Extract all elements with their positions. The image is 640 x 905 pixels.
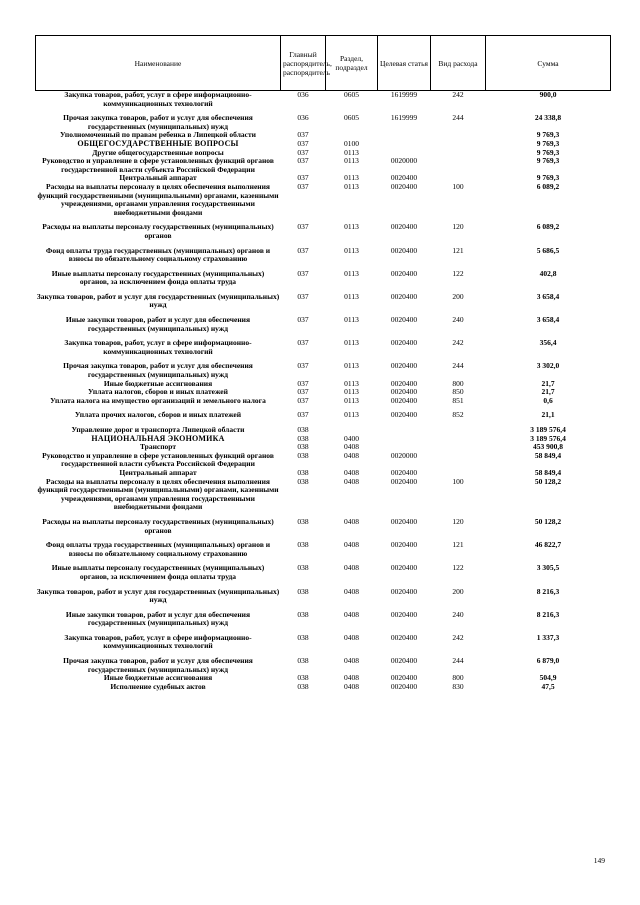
- row-vid: 121: [452, 540, 464, 550]
- header-vid: Вид расхода: [431, 36, 486, 91]
- row-glav: 037: [297, 222, 309, 232]
- row-name: Закупка товаров, работ, услуг в сфере информационно-коммуникационных технологий: [64, 632, 252, 651]
- row-glav: 037: [297, 338, 309, 348]
- row-name: Иные выплаты персоналу государственных (муниципальных) органов, за исключением фонда оплаты труда: [51, 563, 265, 581]
- header-name: Наименование: [36, 36, 281, 91]
- row-razdel: 0408: [344, 656, 359, 666]
- row-name: Уплата налогов, сборов и иных платежей: [88, 387, 228, 397]
- row-razdel: 0400: [344, 433, 359, 443]
- row-glav: 038: [297, 450, 309, 460]
- row-glav: 037: [297, 138, 309, 148]
- row-sum: 47,5: [541, 681, 555, 691]
- row-statya: [378, 435, 431, 444]
- row-sum: 9 769,3: [536, 156, 560, 166]
- row-statya: 0020400: [390, 395, 418, 405]
- header-razdel: Раздел, подраздел: [326, 36, 378, 91]
- row-sum: 21,7: [541, 378, 555, 388]
- row-statya: 0020400: [390, 387, 418, 397]
- row-vid: 244: [452, 361, 464, 371]
- row-statya: 1619999: [390, 113, 418, 123]
- table-row: [36, 287, 611, 310]
- header-glav: Главный распорядитель, распорядитель: [281, 36, 326, 91]
- header-summa: Сумма: [486, 36, 611, 91]
- row-name: Фонд оплаты труда государственных (муниципальных) органов и взносы по обязательному социальному страхованию: [45, 245, 271, 264]
- table-row: [36, 512, 611, 535]
- table-row: [36, 683, 611, 692]
- row-razdel: 0113: [344, 173, 359, 183]
- row-statya: 0020400: [390, 338, 418, 348]
- row-sum: 3 189 576,4: [530, 433, 566, 443]
- page-number: 149: [593, 856, 605, 865]
- row-razdel: 0113: [344, 156, 359, 166]
- row-statya: 0020400: [390, 609, 418, 619]
- table-header-row: [36, 36, 611, 91]
- row-sum: 8 216,3: [536, 586, 560, 596]
- row-name: Иные выплаты персоналу государственных (муниципальных) органов, за исключением фонда оплаты труда: [51, 268, 265, 287]
- row-name: Уплата налога на имущество организаций и земельного налога: [50, 395, 266, 405]
- row-name: Руководство и управление в сфере установленных функций органов государственной власти субъекта Российской Федерации: [42, 156, 274, 174]
- row-vid: 851: [452, 395, 464, 405]
- row-glav: 037: [297, 245, 309, 255]
- row-name: НАЦИОНАЛЬНАЯ ЭКОНОМИКА: [91, 433, 225, 443]
- row-statya: 0020400: [390, 378, 418, 388]
- row-vid: 122: [452, 268, 464, 278]
- row-glav: 037: [297, 130, 309, 140]
- row-vid: 240: [452, 609, 464, 619]
- row-glav: 037: [297, 387, 309, 397]
- row-sum: 3 302,0: [536, 361, 560, 371]
- row-statya: 1619999: [390, 90, 418, 99]
- row-glav: 037: [297, 315, 309, 325]
- row-statya: 0020400: [390, 173, 418, 183]
- row-sum: 50 128,2: [534, 516, 562, 526]
- row-statya: 0020400: [390, 181, 418, 191]
- table-row: [36, 478, 611, 512]
- row-razdel: 0113: [344, 338, 359, 348]
- row-razdel: 0113: [344, 361, 359, 371]
- row-name: Уполномоченный по правам ребенка в Липецкой области: [59, 130, 256, 140]
- row-sum: 356,4: [539, 338, 557, 348]
- row-statya: 0020400: [390, 476, 418, 486]
- row-glav: 038: [297, 656, 309, 666]
- row-statya: 0020400: [390, 540, 418, 550]
- row-vid: 244: [452, 113, 464, 123]
- table-row: [36, 558, 611, 581]
- row-name: Прочая закупка товаров, работ и услуг для обеспечения государственных (муниципальных) нужд: [63, 656, 253, 674]
- row-name: Расходы на выплаты персоналу государственных (муниципальных) органов: [42, 222, 274, 240]
- row-glav: 038: [297, 563, 309, 573]
- row-sum: 58 849,4: [534, 467, 562, 477]
- row-razdel: 0605: [344, 90, 359, 99]
- row-glav: 038: [297, 516, 309, 526]
- row-vid: 800: [452, 673, 464, 683]
- row-razdel: 0100: [344, 138, 359, 148]
- row-name: Исполнение судебных актов: [110, 681, 206, 691]
- row-razdel: 0113: [344, 395, 359, 405]
- table-row: [36, 333, 611, 356]
- row-sum: 0,6: [543, 395, 553, 405]
- row-vid: 850: [452, 387, 464, 397]
- table-row: [36, 108, 611, 131]
- row-sum: 50 128,2: [534, 476, 562, 486]
- row-razdel: 0113: [344, 410, 359, 420]
- row-glav: 037: [297, 361, 309, 371]
- row-statya: 0020400: [390, 268, 418, 278]
- row-sum: 24 338,8: [534, 113, 562, 123]
- row-sum: 9 769,3: [536, 147, 560, 157]
- row-sum: 900,0: [539, 90, 557, 99]
- row-glav: 037: [297, 147, 309, 157]
- row-vid: [431, 140, 486, 149]
- row-glav: 038: [297, 632, 309, 642]
- table-row: [36, 651, 611, 674]
- row-glav: 038: [297, 476, 309, 486]
- row-glav: 038: [297, 681, 309, 691]
- row-sum: 58 849,4: [534, 450, 562, 460]
- table-row: [36, 535, 611, 558]
- row-glav: 038: [297, 467, 309, 477]
- row-statya: 0020400: [390, 291, 418, 301]
- row-statya: 0020400: [390, 245, 418, 255]
- table-row: [36, 397, 611, 406]
- row-razdel: 0408: [344, 540, 359, 550]
- row-name: Иные закупки товаров, работ и услуг для обеспечения государственных (муниципальных) нужд: [65, 609, 251, 628]
- row-sum: 21,1: [541, 410, 555, 420]
- row-statya: 0020000: [390, 450, 418, 460]
- row-sum: 9 769,3: [536, 173, 560, 183]
- row-vid: [431, 149, 486, 158]
- row-name: Транспорт: [139, 442, 177, 452]
- row-vid: 121: [452, 245, 464, 255]
- row-glav: 038: [297, 609, 309, 619]
- row-vid: [431, 452, 486, 469]
- row-vid: 242: [452, 632, 464, 642]
- row-statya: 0020400: [390, 222, 418, 232]
- row-glav: 037: [297, 395, 309, 405]
- row-vid: 200: [452, 586, 464, 596]
- row-glav: 036: [297, 113, 309, 123]
- row-vid: 100: [452, 476, 464, 486]
- row-razdel: 0113: [344, 315, 359, 325]
- row-glav: 038: [297, 586, 309, 596]
- row-statya: 0020400: [390, 656, 418, 666]
- row-name: Руководство и управление в сфере установленных функций органов государственной власти субъекта Российской Федерации: [42, 450, 274, 469]
- row-vid: [431, 443, 486, 452]
- table-row: [36, 157, 611, 174]
- row-name: Другие общегосударственные вопросы: [92, 147, 224, 157]
- row-glav: 038: [297, 433, 309, 443]
- row-sum: 453 900,8: [533, 442, 563, 452]
- row-name: Центральный аппарат: [119, 173, 197, 183]
- row-statya: 0020400: [390, 586, 418, 596]
- row-statya: 0020400: [390, 563, 418, 573]
- row-glav: 038: [297, 425, 309, 434]
- row-razdel: 0408: [344, 681, 359, 691]
- row-glav: 036: [297, 90, 309, 99]
- row-name: Иные закупки товаров, работ и услуг для обеспечения государственных (муниципальных) нужд: [65, 315, 251, 333]
- row-vid: 100: [452, 181, 464, 191]
- row-vid: 242: [452, 90, 464, 99]
- row-razdel: 0408: [344, 450, 359, 460]
- row-razdel: 0408: [344, 516, 359, 526]
- row-sum: 9 769,3: [536, 138, 560, 148]
- row-razdel: 0408: [344, 563, 359, 573]
- row-name: Прочая закупка товаров, работ и услуг для обеспечения государственных (муниципальных) нужд: [63, 361, 253, 380]
- row-name: Закупка товаров, работ, услуг в сфере информационно-коммуникационных технологий: [64, 90, 252, 108]
- row-statya: [378, 426, 431, 435]
- row-statya: 0020400: [390, 467, 418, 477]
- row-razdel: 0113: [344, 268, 359, 278]
- table-row: [36, 91, 611, 109]
- row-glav: 037: [297, 156, 309, 166]
- row-vid: 240: [452, 315, 464, 325]
- row-name: Закупка товаров, работ, услуг в сфере информационно-коммуникационных технологий: [64, 338, 252, 356]
- table-row: [36, 356, 611, 379]
- row-vid: 830: [452, 681, 464, 691]
- row-razdel: 0113: [344, 222, 359, 232]
- row-name: ОБЩЕГОСУДАРСТВЕННЫЕ ВОПРОСЫ: [77, 138, 239, 148]
- row-razdel: 0113: [344, 387, 359, 397]
- row-statya: 0020000: [390, 156, 418, 166]
- table-row: [36, 217, 611, 240]
- row-glav: 038: [297, 673, 309, 683]
- row-razdel: 0113: [344, 147, 359, 157]
- row-vid: [431, 435, 486, 444]
- row-statya: 0020400: [390, 315, 418, 325]
- row-razdel: 0113: [344, 291, 359, 301]
- row-statya: 0020400: [390, 673, 418, 683]
- budget-table: [35, 35, 611, 691]
- row-vid: 120: [452, 222, 464, 232]
- row-vid: 120: [452, 516, 464, 526]
- row-sum: 6 089,2: [536, 222, 560, 232]
- row-sum: 3 305,5: [536, 563, 560, 573]
- table-row: [36, 183, 611, 217]
- row-sum: 3 658,4: [536, 315, 560, 325]
- row-razdel: 0408: [344, 586, 359, 596]
- row-razdel: 0113: [344, 245, 359, 255]
- row-vid: [431, 426, 486, 435]
- row-glav: 038: [297, 442, 309, 452]
- row-razdel: 0408: [344, 467, 359, 477]
- table-row: [36, 605, 611, 628]
- row-glav: 037: [297, 378, 309, 388]
- row-statya: [378, 140, 431, 149]
- table-row: [36, 582, 611, 605]
- row-vid: 800: [452, 378, 464, 388]
- row-sum: 504,9: [539, 673, 557, 683]
- row-statya: 0020400: [390, 632, 418, 642]
- row-vid: 242: [452, 338, 464, 348]
- row-razdel: 0408: [344, 673, 359, 683]
- row-vid: 122: [452, 563, 464, 573]
- row-glav: 037: [297, 268, 309, 278]
- row-glav: 037: [297, 410, 309, 420]
- row-name: Иные бюджетные ассигнования: [103, 378, 213, 388]
- row-name: Иные бюджетные ассигнования: [103, 673, 213, 683]
- row-sum: 6 089,2: [536, 181, 560, 191]
- row-name: Уплата прочих налогов, сборов и иных платежей: [74, 410, 242, 420]
- row-sum: 46 822,7: [534, 540, 562, 550]
- row-statya: [378, 131, 431, 140]
- row-razdel: 0408: [344, 609, 359, 619]
- row-name: Фонд оплаты труда государственных (муниципальных) органов и взносы по обязательному социальному страхованию: [45, 540, 271, 558]
- row-statya: 0020400: [390, 516, 418, 526]
- row-glav: 037: [297, 291, 309, 301]
- row-name: Прочая закупка товаров, работ и услуг для обеспечения государственных (муниципальных) нужд: [63, 113, 253, 131]
- row-name: Управление дорог и транспорта Липецкой области: [71, 425, 245, 434]
- table-row: [36, 435, 611, 444]
- table-row: [36, 405, 611, 426]
- row-razdel: 0408: [344, 632, 359, 642]
- row-razdel: 0113: [344, 378, 359, 388]
- row-razdel: 0408: [344, 442, 359, 452]
- row-sum: 6 879,0: [536, 656, 560, 666]
- row-glav: 038: [297, 540, 309, 550]
- row-name: Закупка товаров, работ и услуг для государственных (муниципальных) нужд: [36, 586, 280, 605]
- row-razdel: 0113: [344, 181, 359, 191]
- row-statya: 0020400: [390, 361, 418, 371]
- row-glav: 037: [297, 181, 309, 191]
- row-name: Расходы на выплаты персоналу в целях обеспечения выполнения функций государственными (муниципальными) органами, казенными учреждениями, органами управления государственными внебюджетными фондами: [37, 181, 279, 217]
- row-name: Расходы на выплаты персоналу государственных (муниципальных) органов: [42, 516, 274, 535]
- row-glav: 037: [297, 173, 309, 183]
- row-vid: 200: [452, 291, 464, 301]
- table-row: [36, 628, 611, 651]
- row-vid: 244: [452, 656, 464, 666]
- row-name: Закупка товаров, работ и услуг для государственных (муниципальных) нужд: [36, 291, 280, 310]
- row-statya: 0020400: [390, 410, 418, 420]
- row-sum: 8 216,3: [536, 609, 560, 619]
- row-vid: [431, 131, 486, 140]
- row-name: Центральный аппарат: [119, 467, 197, 477]
- table-row: [36, 310, 611, 333]
- row-sum: 3 658,4: [536, 291, 560, 301]
- header-statya: Целевая статья: [378, 36, 431, 91]
- row-statya: 0020400: [390, 681, 418, 691]
- row-sum: 1 337,3: [536, 632, 560, 642]
- row-razdel: 0408: [344, 476, 359, 486]
- row-razdel: 0605: [344, 113, 359, 123]
- row-vid: 852: [452, 410, 464, 420]
- table-row: [36, 452, 611, 469]
- table-row: [36, 264, 611, 287]
- table-row: [36, 241, 611, 264]
- row-sum: 9 769,3: [536, 130, 560, 140]
- row-sum: 5 686,5: [536, 245, 560, 255]
- row-sum: 3 189 576,4: [530, 425, 566, 434]
- row-sum: 402,8: [539, 268, 557, 278]
- row-vid: [431, 157, 486, 174]
- row-name: Расходы на выплаты персоналу в целях обеспечения выполнения функций государственными (муниципальными) органами, казенными учреждениями, органами управления государственными внебюджетными фондами: [37, 476, 279, 512]
- row-sum: 21,7: [541, 387, 555, 397]
